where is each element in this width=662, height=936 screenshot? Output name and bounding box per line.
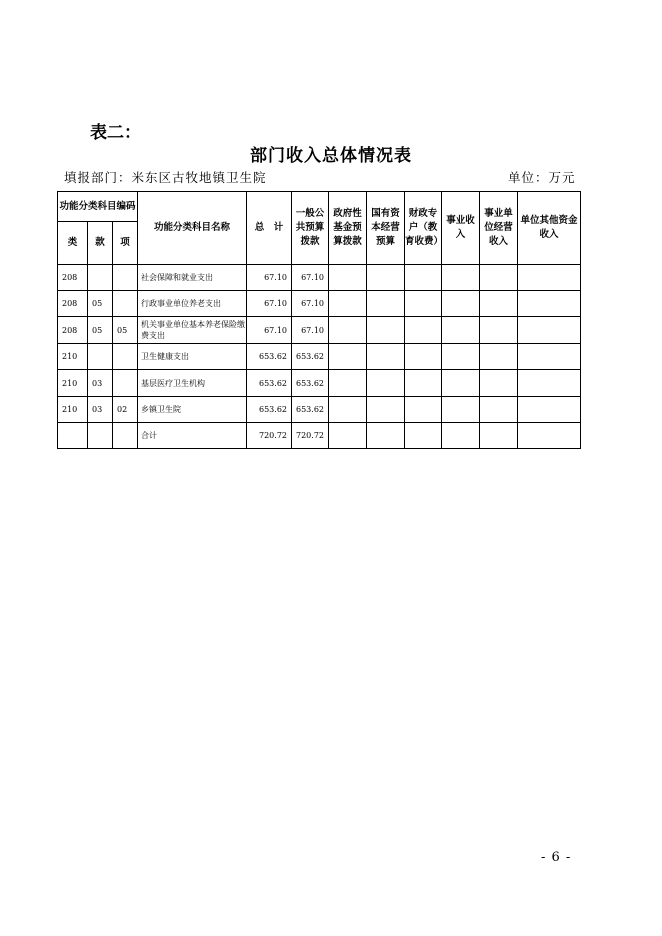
cell-empty bbox=[367, 397, 405, 423]
cell-empty bbox=[518, 317, 581, 344]
header-total: 总 计 bbox=[247, 192, 292, 265]
table-row bbox=[58, 397, 581, 423]
document-title: 部门收入总体情况表 bbox=[250, 146, 412, 166]
cell-empty bbox=[329, 397, 367, 423]
cell-name: 基层医疗卫生机构 bbox=[138, 370, 247, 397]
cell-empty bbox=[329, 344, 367, 370]
cell-kuan bbox=[88, 265, 113, 291]
cell-lei: 210 bbox=[58, 344, 88, 370]
table-row bbox=[58, 344, 581, 370]
cell-name: 社会保障和就业支出 bbox=[138, 265, 247, 291]
cell-name: 卫生健康支出 bbox=[138, 344, 247, 370]
cell-empty bbox=[518, 344, 581, 370]
cell-empty bbox=[329, 317, 367, 344]
header-state-capital: 国有资本经营预算 bbox=[367, 192, 405, 265]
cell-empty bbox=[113, 423, 138, 449]
cell-kuan: 03 bbox=[88, 397, 113, 423]
cell-empty bbox=[405, 423, 442, 449]
cell-general-budget: 653.62 bbox=[292, 344, 329, 370]
cell-grand-total: 720.72 bbox=[247, 423, 292, 449]
cell-general-budget: 653.62 bbox=[292, 370, 329, 397]
cell-empty bbox=[518, 423, 581, 449]
cell-empty bbox=[58, 423, 88, 449]
cell-empty bbox=[442, 344, 480, 370]
cell-empty bbox=[329, 423, 367, 449]
cell-total: 653.62 bbox=[247, 397, 292, 423]
cell-grand-general-budget: 720.72 bbox=[292, 423, 329, 449]
cell-kuan: 03 bbox=[88, 370, 113, 397]
cell-empty bbox=[442, 265, 480, 291]
cell-empty bbox=[442, 370, 480, 397]
cell-empty bbox=[518, 370, 581, 397]
cell-empty bbox=[480, 397, 518, 423]
cell-empty bbox=[405, 291, 442, 317]
cell-lei: 208 bbox=[58, 317, 88, 344]
cell-total-label: 合计 bbox=[138, 423, 247, 449]
cell-empty bbox=[367, 423, 405, 449]
table-row bbox=[58, 370, 581, 397]
header-func-name: 功能分类科目名称 bbox=[138, 192, 247, 265]
cell-empty bbox=[480, 291, 518, 317]
reporting-department: 填报部门：米东区古牧地镇卫生院 bbox=[64, 170, 267, 185]
cell-xiang: 05 bbox=[113, 317, 138, 344]
table-label: 表二： bbox=[90, 123, 141, 143]
table-row bbox=[58, 317, 581, 344]
cell-empty bbox=[367, 370, 405, 397]
cell-empty bbox=[367, 317, 405, 344]
cell-empty bbox=[405, 317, 442, 344]
cell-general-budget: 67.10 bbox=[292, 291, 329, 317]
header-business-income: 事业收入 bbox=[442, 192, 480, 265]
cell-empty bbox=[329, 265, 367, 291]
cell-empty bbox=[480, 317, 518, 344]
cell-empty bbox=[405, 344, 442, 370]
cell-lei: 210 bbox=[58, 397, 88, 423]
cell-empty bbox=[88, 423, 113, 449]
cell-xiang bbox=[113, 291, 138, 317]
header-general-budget: 一般公共预算拨款 bbox=[292, 192, 329, 265]
table-row bbox=[58, 291, 581, 317]
cell-empty bbox=[518, 265, 581, 291]
cell-general-budget: 67.10 bbox=[292, 265, 329, 291]
cell-empty bbox=[518, 291, 581, 317]
cell-xiang bbox=[113, 370, 138, 397]
cell-name: 行政事业单位养老支出 bbox=[138, 291, 247, 317]
header-xiang: 项 bbox=[113, 222, 138, 265]
cell-kuan: 05 bbox=[88, 317, 113, 344]
header-business-unit-operating: 事业单位经营收入 bbox=[480, 192, 518, 265]
cell-general-budget: 653.62 bbox=[292, 397, 329, 423]
cell-lei: 210 bbox=[58, 370, 88, 397]
cell-name: 乡镇卫生院 bbox=[138, 397, 247, 423]
cell-empty bbox=[405, 370, 442, 397]
cell-total: 67.10 bbox=[247, 291, 292, 317]
cell-kuan bbox=[88, 344, 113, 370]
total-row bbox=[58, 423, 581, 449]
cell-total: 67.10 bbox=[247, 265, 292, 291]
cell-xiang: 02 bbox=[113, 397, 138, 423]
header-gov-fund: 政府性基金预算拨款 bbox=[329, 192, 367, 265]
cell-lei: 208 bbox=[58, 291, 88, 317]
cell-empty bbox=[329, 291, 367, 317]
cell-empty bbox=[442, 423, 480, 449]
cell-empty bbox=[518, 397, 581, 423]
cell-empty bbox=[480, 423, 518, 449]
header-other-income: 单位其他资金收入 bbox=[518, 192, 581, 265]
cell-empty bbox=[442, 317, 480, 344]
cell-name: 机关事业单位基本养老保险缴费支出 bbox=[138, 317, 247, 344]
cell-empty bbox=[480, 344, 518, 370]
header-fiscal-special: 财政专户（教育收费） bbox=[405, 192, 442, 265]
income-summary-table bbox=[57, 191, 581, 449]
header-lei: 类 bbox=[58, 222, 88, 265]
cell-xiang bbox=[113, 344, 138, 370]
table-row bbox=[58, 265, 581, 291]
cell-empty bbox=[405, 397, 442, 423]
page-number: - 6 - bbox=[541, 850, 572, 865]
cell-total: 67.10 bbox=[247, 317, 292, 344]
cell-xiang bbox=[113, 265, 138, 291]
cell-empty bbox=[480, 370, 518, 397]
header-kuan: 款 bbox=[88, 222, 113, 265]
header-func-code-group: 功能分类科目编码 bbox=[58, 192, 138, 222]
cell-total: 653.62 bbox=[247, 370, 292, 397]
cell-lei: 208 bbox=[58, 265, 88, 291]
currency-unit: 单位：万元 bbox=[508, 170, 576, 185]
cell-empty bbox=[442, 291, 480, 317]
cell-empty bbox=[480, 265, 518, 291]
cell-empty bbox=[405, 265, 442, 291]
cell-kuan: 05 bbox=[88, 291, 113, 317]
cell-empty bbox=[367, 265, 405, 291]
cell-total: 653.62 bbox=[247, 344, 292, 370]
cell-empty bbox=[367, 344, 405, 370]
cell-empty bbox=[329, 370, 367, 397]
cell-empty bbox=[367, 291, 405, 317]
cell-general-budget: 67.10 bbox=[292, 317, 329, 344]
cell-empty bbox=[442, 397, 480, 423]
